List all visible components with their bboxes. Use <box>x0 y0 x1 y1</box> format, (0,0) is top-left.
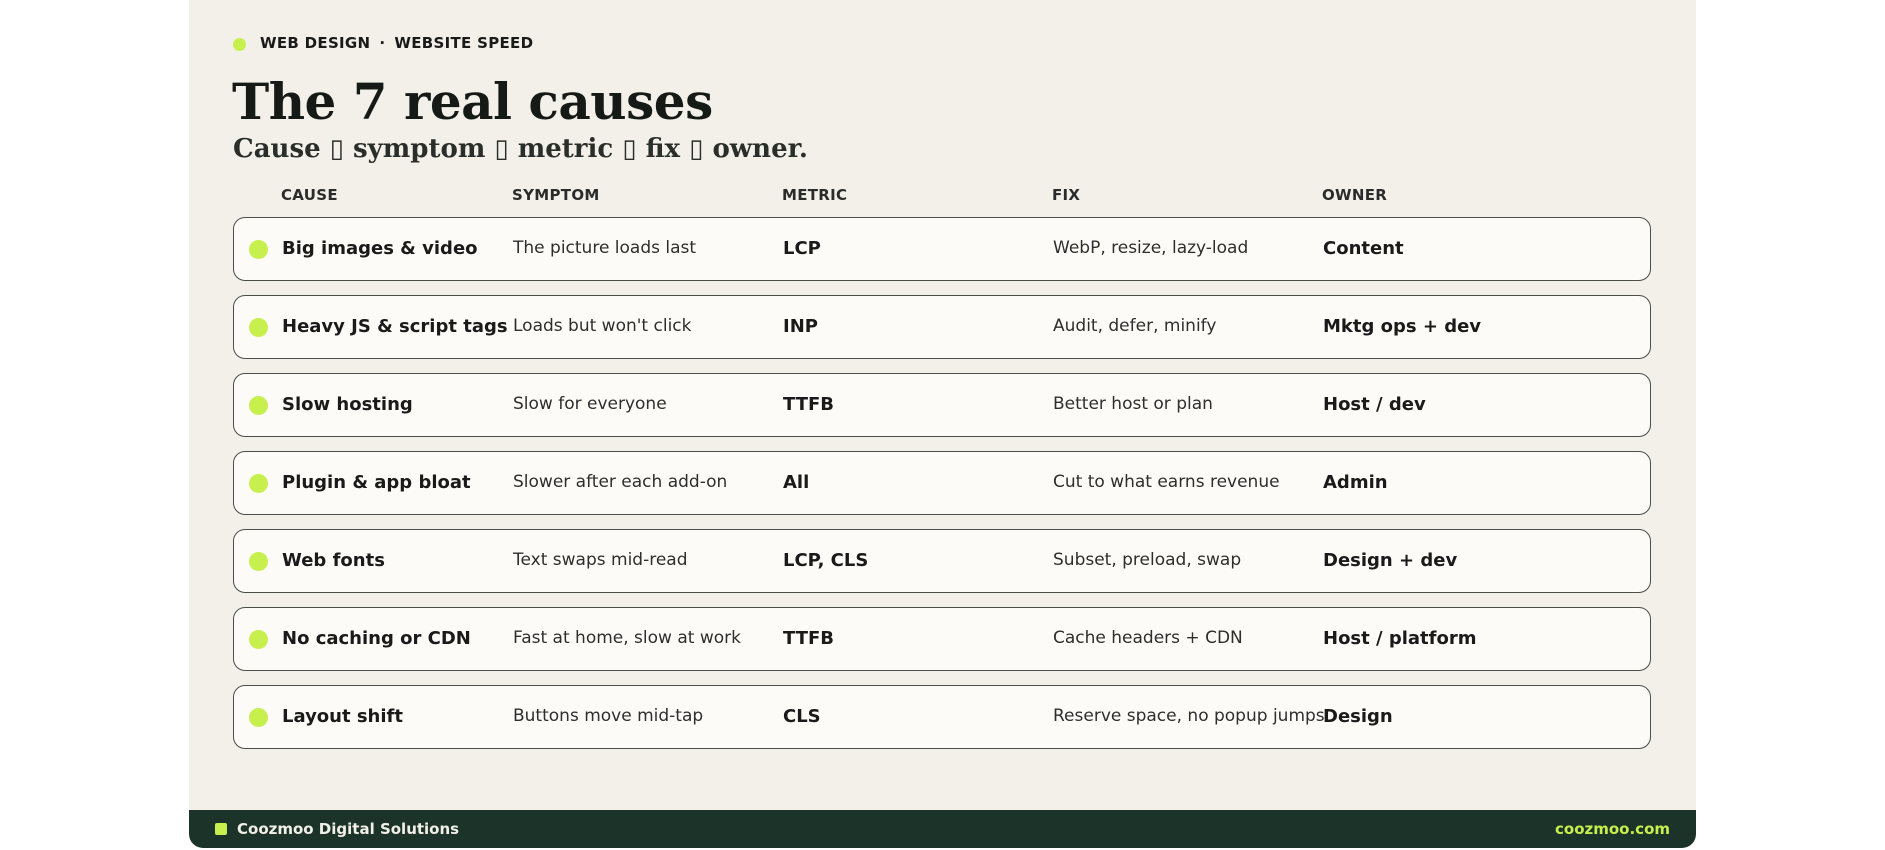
table-row <box>233 607 1651 671</box>
footer-website-link[interactable]: coozmoo.com <box>1555 820 1670 838</box>
fix-cell: Cache headers + CDN <box>1053 628 1243 648</box>
cause-cell: Web fonts <box>282 550 385 571</box>
header-symptom: SYMPTOM <box>512 186 600 204</box>
metric-cell: TTFB <box>783 628 834 649</box>
page-title: The 7 real causes <box>232 72 713 131</box>
table-row <box>233 451 1651 515</box>
eyebrow-topic: WEBSITE SPEED <box>394 34 534 52</box>
bullet-dot-icon <box>249 396 268 415</box>
bullet-dot-icon <box>249 708 268 727</box>
bullet-dot-icon <box>249 318 268 337</box>
slide-card <box>189 0 1696 848</box>
symptom-cell: Fast at home, slow at work <box>513 628 741 648</box>
brand-square-icon <box>215 823 227 835</box>
fix-cell: Reserve space, no popup jumps <box>1053 706 1325 726</box>
fix-cell: Audit, defer, minify <box>1053 316 1217 336</box>
bullet-dot-icon <box>249 474 268 493</box>
eyebrow-separator: · <box>379 34 386 52</box>
fix-cell: Better host or plan <box>1053 394 1213 414</box>
symptom-cell: Text swaps mid-read <box>513 550 688 570</box>
cause-cell: Layout shift <box>282 706 403 727</box>
owner-cell: Content <box>1323 238 1404 259</box>
symptom-cell: Slow for everyone <box>513 394 667 414</box>
causes-table <box>233 217 1651 763</box>
eyebrow-category: WEB DESIGN <box>260 34 371 52</box>
metric-cell: LCP, CLS <box>783 550 869 571</box>
table-header <box>233 186 1651 206</box>
symptom-cell: Loads but won't click <box>513 316 692 336</box>
header-cause: CAUSE <box>281 186 338 204</box>
bullet-dot-icon <box>249 240 268 259</box>
accent-dot-icon <box>233 38 246 51</box>
table-row <box>233 217 1651 281</box>
fix-cell: Subset, preload, swap <box>1053 550 1242 570</box>
cause-cell: Big images & video <box>282 238 478 259</box>
table-row <box>233 685 1651 749</box>
owner-cell: Design + dev <box>1323 550 1458 571</box>
owner-cell: Host / dev <box>1323 394 1426 415</box>
symptom-cell: The picture loads last <box>513 238 697 258</box>
owner-cell: Mktg ops + dev <box>1323 316 1482 337</box>
metric-cell: CLS <box>783 706 821 727</box>
cause-cell: Slow hosting <box>282 394 413 415</box>
symptom-cell: Buttons move mid-tap <box>513 706 704 726</box>
footer-brand <box>215 820 459 838</box>
metric-cell: INP <box>783 316 818 337</box>
brand-name: Coozmoo Digital Solutions <box>237 820 460 838</box>
metric-cell: TTFB <box>783 394 834 415</box>
cause-cell: No caching or CDN <box>282 628 471 649</box>
footer-bar <box>189 810 1696 848</box>
cause-cell: Heavy JS & script tags <box>282 316 508 337</box>
table-row <box>233 295 1651 359</box>
bullet-dot-icon <box>249 552 268 571</box>
owner-cell: Host / platform <box>1323 628 1477 649</box>
fix-cell: WebP, resize, lazy-load <box>1053 238 1249 258</box>
metric-cell: All <box>783 472 810 493</box>
owner-cell: Admin <box>1323 472 1388 493</box>
cause-cell: Plugin & app bloat <box>282 472 471 493</box>
table-row <box>233 529 1651 593</box>
bullet-dot-icon <box>249 630 268 649</box>
owner-cell: Design <box>1323 706 1393 727</box>
metric-cell: LCP <box>783 238 821 259</box>
symptom-cell: Slower after each add-on <box>513 472 728 492</box>
fix-cell: Cut to what earns revenue <box>1053 472 1280 492</box>
eyebrow <box>233 34 533 52</box>
header-metric: METRIC <box>782 186 848 204</box>
page-subtitle: Cause ▯ symptom ▯ metric ▯ fix ▯ owner. <box>233 134 808 164</box>
header-owner: OWNER <box>1322 186 1388 204</box>
table-row <box>233 373 1651 437</box>
header-fix: FIX <box>1052 186 1081 204</box>
